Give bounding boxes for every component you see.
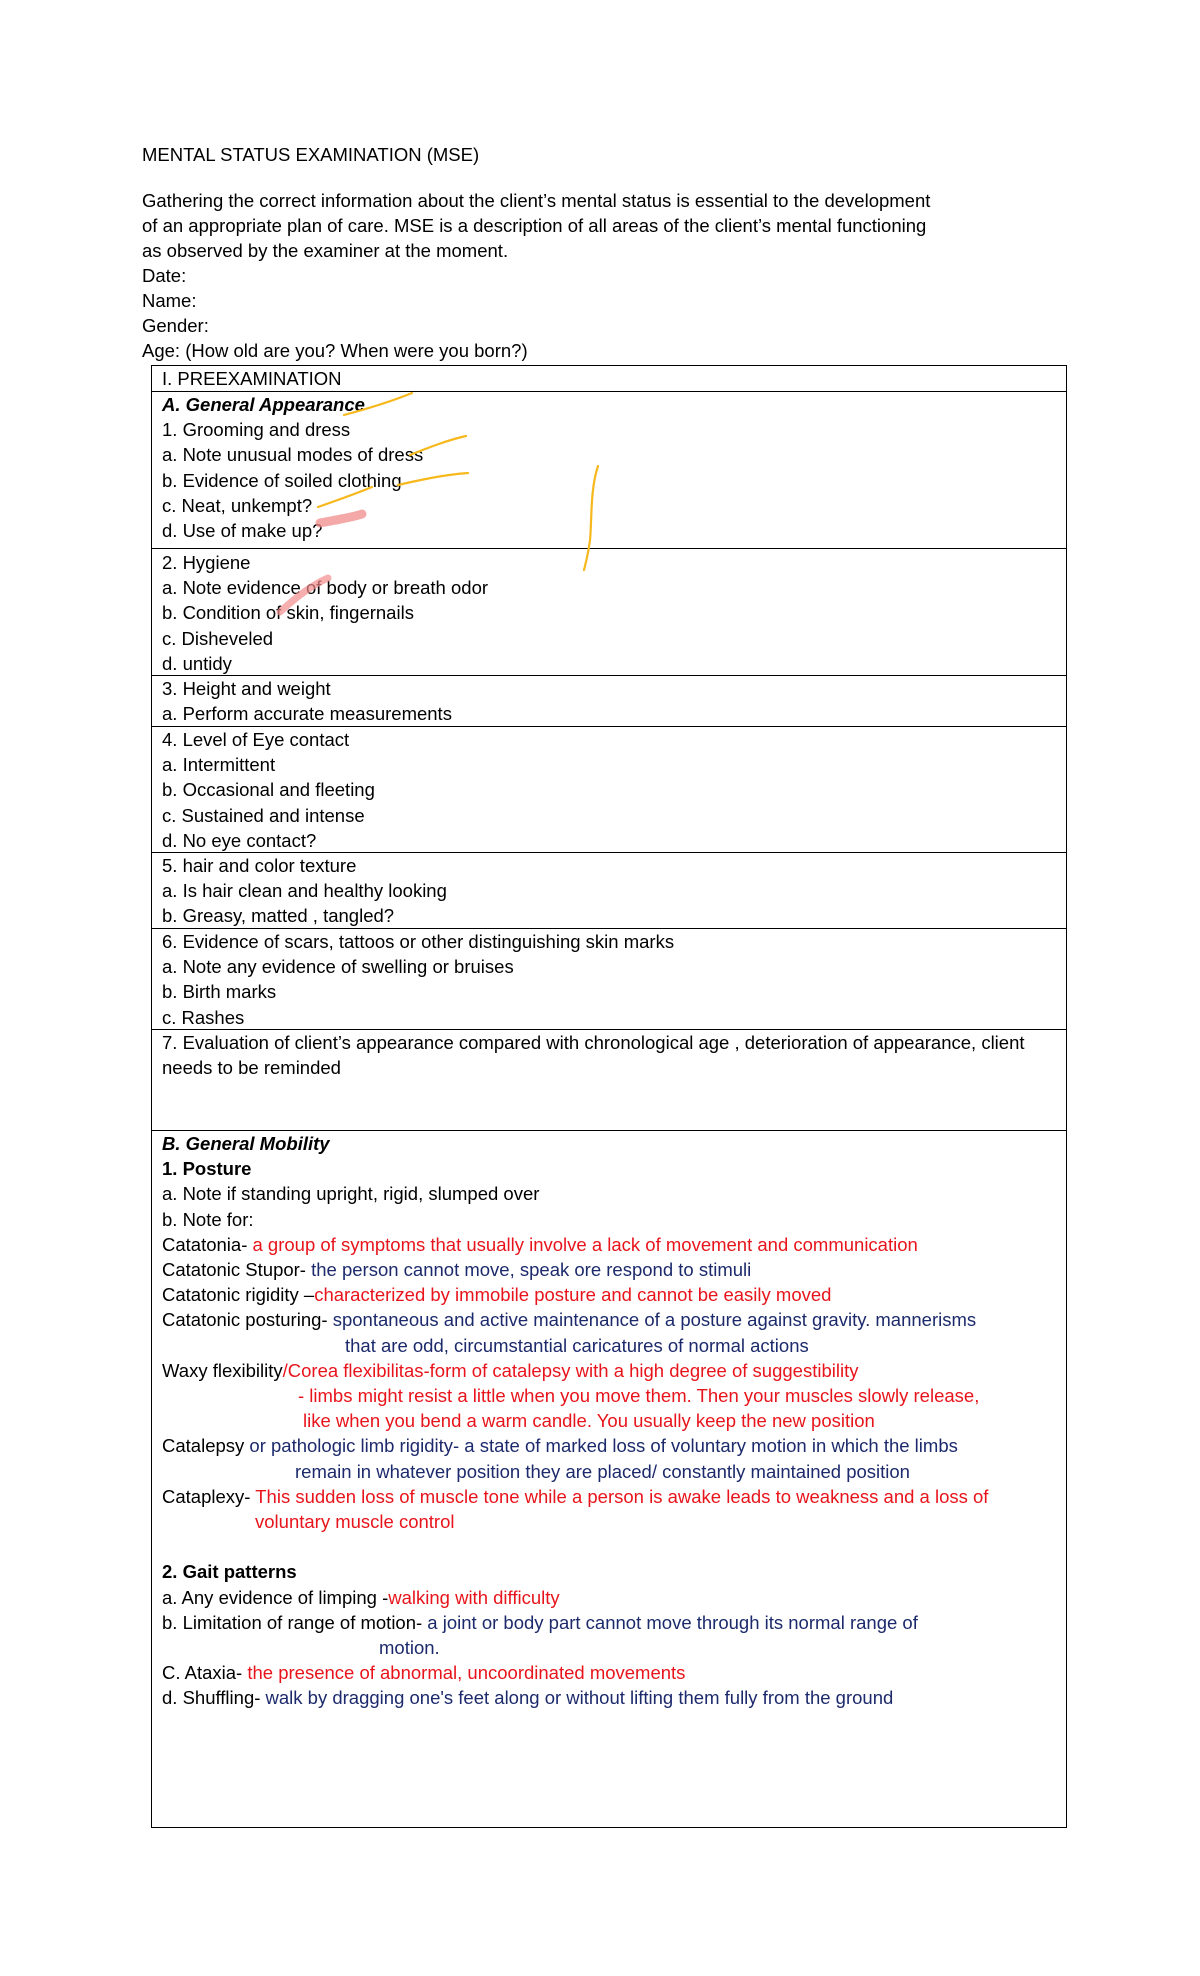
definition-text: a joint or body part cannot move through its normal range of — [422, 1611, 918, 1633]
definition-continuation: - limbs might resist a little when you move them. Then your muscles slowly release, — [298, 1385, 980, 1407]
definition-text: This sudden loss of muscle tone while a person is awake leads to weakness and a loss of — [250, 1485, 989, 1507]
intro-block — [142, 188, 942, 363]
list-item: a. Note unusual modes of dress — [162, 444, 424, 466]
age-field: Age: (How old are you? When were you born?) — [142, 340, 528, 361]
list-item: d. untidy — [162, 652, 232, 674]
list-item: 6. Evidence of scars, tattoos or other distinguishing skin marks — [162, 931, 675, 952]
list-item: 4. Level of Eye contact — [162, 729, 350, 750]
term: d. Shuffling- — [162, 1687, 261, 1709]
list-item: c. Disheveled — [162, 627, 274, 649]
gait-heading: 2. Gait patterns — [162, 1561, 297, 1583]
table-row-height-weight — [152, 676, 1066, 727]
term: Catatonic posturing- — [162, 1309, 328, 1331]
definition-text: the person cannot move, speak ore respond to stimuli — [305, 1259, 752, 1281]
date-field: Date: — [142, 265, 187, 286]
list-item: 7. Evaluation of client’s appearance compared with chronological age , deterioration of appearance, client needs to be reminded — [162, 1032, 1025, 1079]
table-row-hygiene — [152, 549, 1066, 676]
term: a. Any evidence of limping - — [162, 1586, 389, 1608]
list-item: b. Occasional and fleeting — [162, 779, 375, 801]
definition-catatonia — [162, 1232, 1066, 1257]
list-item: c. Neat, unkempt? — [162, 494, 313, 516]
definition-cataplexy — [162, 1484, 1066, 1509]
term: Cataplexy- — [162, 1485, 251, 1507]
definition-continuation: like when you bend a warm candle. You usually keep the new position — [303, 1410, 875, 1432]
table-row-scars — [152, 929, 1066, 1030]
definition-text: walk by dragging one's feet along or without lifting them fully from the ground — [260, 1687, 894, 1709]
list-item: c. Rashes — [162, 1006, 245, 1028]
definition-text: /Corea flexibilitas-form of catalepsy with a high degree of suggestibility — [282, 1359, 859, 1381]
list-item: a. Intermittent — [162, 754, 276, 776]
definition-text: a group of symptoms that usually involve a lack of movement and communication — [247, 1233, 918, 1255]
gait-shuffling — [162, 1685, 1066, 1710]
intro-line: as observed by the examiner at the moment. — [142, 240, 509, 261]
list-item: b. Note for: — [162, 1208, 254, 1230]
definition-text: characterized by immobile posture and cannot be easily moved — [314, 1284, 832, 1306]
term: C. Ataxia- — [162, 1662, 243, 1684]
term: b. Limitation of range of motion- — [162, 1611, 423, 1633]
intro-line: Gathering the correct information about the client’s mental status is essential to the development — [142, 190, 931, 211]
definition-continuation: that are odd, circumstantial caricatures of normal actions — [345, 1334, 809, 1356]
definition-continuation: remain in whatever position they are placed/ constantly maintained position — [295, 1460, 910, 1482]
list-item: a. Is hair clean and healthy looking — [162, 880, 447, 902]
table-row-general-mobility — [152, 1131, 1066, 1826]
list-item: b. Birth marks — [162, 981, 277, 1003]
section-header: I. PREEXAMINATION — [162, 368, 342, 389]
definition-text: the presence of abnormal, uncoordinated movements — [242, 1662, 686, 1684]
general-mobility-heading: B. General Mobility — [162, 1133, 330, 1154]
general-appearance-heading: A. General Appearance — [162, 394, 365, 415]
list-item: d. No eye contact? — [162, 829, 317, 851]
list-item: 5. hair and color texture — [162, 855, 357, 876]
table-row-eye-contact — [152, 727, 1066, 853]
definition-catalepsy — [162, 1433, 1066, 1458]
gait-range-of-motion — [162, 1610, 1066, 1635]
definition-waxy-flexibility — [162, 1358, 1066, 1383]
list-item: 1. Grooming and dress — [162, 419, 351, 441]
list-item: a. Perform accurate measurements — [162, 703, 452, 725]
list-item: a. Note any evidence of swelling or bruises — [162, 956, 514, 978]
term: Catatonic Stupor- — [162, 1259, 306, 1281]
definition-text: or pathologic limb rigidity- a state of marked loss of voluntary motion in which the limbs — [244, 1435, 958, 1457]
document-title: MENTAL STATUS EXAMINATION (MSE) — [142, 144, 480, 165]
list-item: a. Note evidence of body or breath odor — [162, 577, 489, 599]
definition-catatonic-stupor — [162, 1257, 1066, 1282]
gender-field: Gender: — [142, 315, 209, 336]
list-item: b. Greasy, matted , tangled? — [162, 905, 395, 927]
list-item: c. Sustained and intense — [162, 804, 365, 826]
blank-line — [162, 1534, 1066, 1559]
intro-line: of an appropriate plan of care. MSE is a description of all areas of the client’s mental functioning — [142, 215, 927, 236]
definition-continuation: motion. — [379, 1637, 440, 1659]
list-item: b. Evidence of soiled clothing — [162, 469, 402, 491]
definition-catatonic-rigidity — [162, 1282, 1066, 1307]
posture-heading: 1. Posture — [162, 1158, 252, 1180]
term: Catatonic rigidity – — [162, 1284, 315, 1306]
examination-table — [151, 365, 1067, 1828]
table-row-section-header — [152, 366, 1066, 392]
term: Catalepsy — [162, 1435, 245, 1457]
definition-continuation: voluntary muscle control — [255, 1511, 455, 1533]
name-field: Name: — [142, 290, 197, 311]
table-row-hair — [152, 853, 1066, 929]
definition-text: walking with difficulty — [388, 1586, 560, 1608]
list-item: b. Condition of skin, fingernails — [162, 602, 414, 624]
table-row-evaluation — [152, 1030, 1066, 1131]
list-item: a. Note if standing upright, rigid, slumped over — [162, 1183, 540, 1205]
definition-text: spontaneous and active maintenance of a posture against gravity. mannerisms — [327, 1309, 977, 1331]
list-item: d. Use of make up? — [162, 520, 323, 542]
gait-limping — [162, 1585, 1066, 1610]
term: Catatonia- — [162, 1233, 248, 1255]
definition-catatonic-posturing — [162, 1307, 1066, 1332]
list-item: 2. Hygiene — [162, 552, 251, 573]
gait-ataxia — [162, 1660, 1066, 1685]
term: Waxy flexibility — [162, 1359, 283, 1381]
table-row-grooming — [152, 392, 1066, 549]
list-item: 3. Height and weight — [162, 678, 331, 699]
